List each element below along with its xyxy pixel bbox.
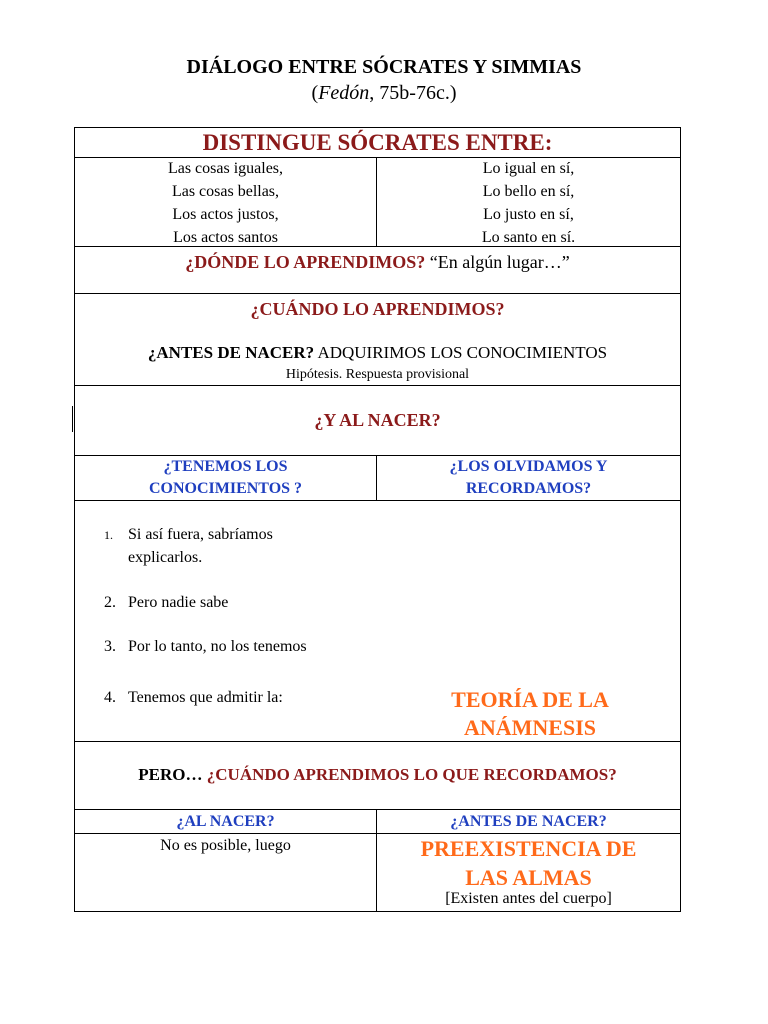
option-olvidamos [377,456,680,500]
table-border-right [680,127,681,912]
right-item: Lo igual en sí, [482,160,575,177]
subtitle-work: Fedón [318,82,370,104]
list-item [104,635,307,658]
right-item: Lo justo en sí, [483,206,574,223]
antes-answer: ADQUIRIMOS LOS CONOCIMIENTOS [317,343,608,362]
teoria-line: TEORÍA DE LA [451,687,609,712]
option-tenemos-line: CONOCIMIENTOS ? [148,480,303,497]
rule-4 [74,385,681,386]
rule-8 [74,809,681,810]
distingue-right-list [377,157,680,249]
rule-bottom [74,911,681,912]
rule-3 [74,293,681,294]
existen-note: [Existen antes del cuerpo] [445,890,612,907]
right-item: Lo santo en sí. [481,229,576,246]
al-nacer-question: ¿Y AL NACER? [314,410,441,430]
teoria-anamnesis [380,686,680,742]
list-text: Pero nadie sabe [128,594,229,611]
list-number: 3. [104,638,116,655]
final-left-head: ¿AL NACER? [176,813,275,830]
pero-row [75,764,680,786]
rule-top [74,127,681,128]
subtitle-open: ( [311,82,319,104]
gap-left-stub [74,500,75,510]
rule-6 [74,500,681,501]
document-subtitle [0,81,768,105]
distingue-heading: DISTINGUE SÓCRATES ENTRE: [202,130,553,155]
left-item: Las cosas bellas, [171,183,280,200]
distingue-left-list [75,157,376,249]
list-text: Si así fuera, sabríamos [128,526,273,543]
subtitle-ref: , 75b-76c.) [369,82,457,104]
option-olvidamos-line: RECORDAMOS? [465,480,592,497]
list-item [104,523,273,547]
donde-answer: “En algún lugar…” [429,252,570,272]
preexistencia-line: PREEXISTENCIA DE [420,836,637,861]
cuando-question: ¿CUÁNDO LO APRENDIMOS? [250,299,505,319]
final-right-head: ¿ANTES DE NACER? [450,813,607,830]
option-tenemos-line: ¿TENEMOS LOS [163,458,288,475]
list-number: 2. [104,594,116,611]
pero-question: ¿CUÁNDO APRENDIMOS LO QUE RECORDAMOS? [206,765,617,784]
option-olvidamos-line: ¿LOS OLVIDAMOS Y [449,458,608,475]
table-edge-mark [72,406,73,432]
document-title: DIÁLOGO ENTRE SÓCRATES Y SIMMIAS [186,56,582,78]
preexistencia [377,834,680,892]
left-item: Las cosas iguales, [167,160,284,177]
list-item-continuation: explicarlos. [128,549,203,566]
final-left-text: No es posible, luego [160,837,291,854]
antes-question: ¿ANTES DE NACER? [147,343,315,362]
gap-right-stub [680,500,681,510]
list-text: Tenemos que admitir la: [128,689,283,706]
option-tenemos [75,456,376,500]
left-item: Los actos justos, [172,206,279,223]
left-item: Los actos santos [173,229,278,246]
list-item [104,686,283,709]
donde-question: ¿DÓNDE LO APRENDIMOS? [185,252,426,272]
preexistencia-line: LAS ALMAS [465,865,592,890]
teoria-line: ANÁMNESIS [463,715,597,740]
donde-row [75,250,680,274]
pero-lead: PERO… [138,765,203,784]
hipotesis-note: Hipótesis. Respuesta provisional [285,367,470,382]
list-item [104,591,228,614]
antes-line [75,342,680,364]
list-number: 1. [104,528,113,542]
list-text: Por lo tanto, no los tenemos [128,638,307,655]
right-item: Lo bello en sí, [482,183,575,200]
list-number: 4. [104,689,116,706]
